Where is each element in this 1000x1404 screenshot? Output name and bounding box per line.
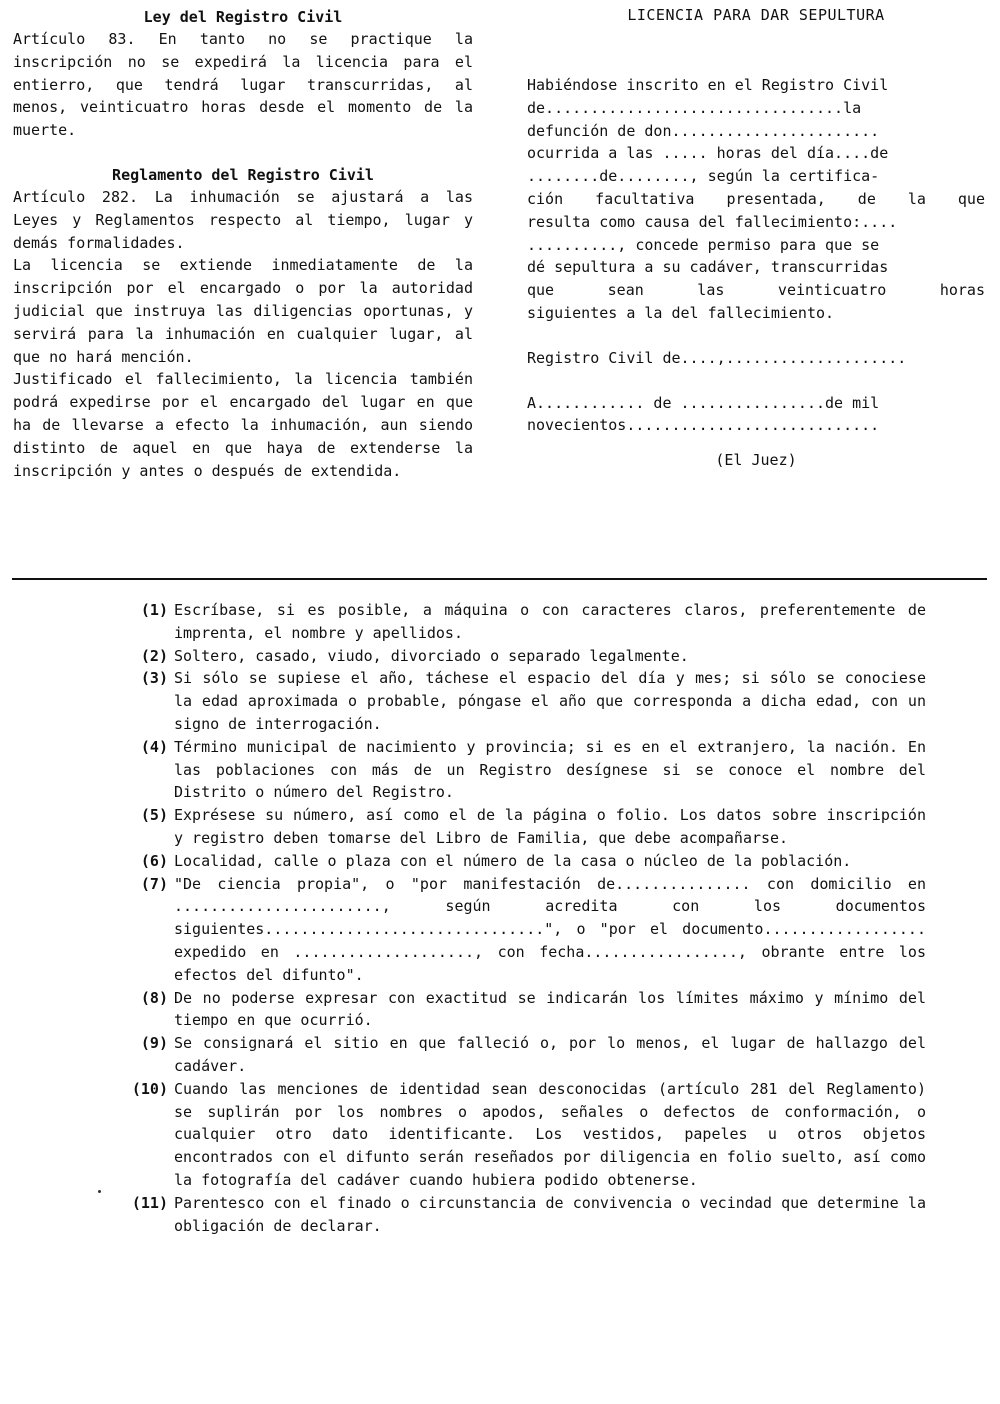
form-body-line: defunción de don....................... [527, 121, 880, 140]
footnote [118, 645, 926, 668]
footnote-text: Escríbase, si es posible, a máquina o con caracteres claros, preferentemente de imprenta, el nombre y apellidos. [174, 601, 926, 642]
form-body-line: de.................................la [527, 98, 862, 117]
footnote-text: De no poderse expresar con exactitud se indicarán los límites máximo y mínimo del tiempo en que ocurrió. [174, 988, 926, 1030]
footnote [118, 1078, 926, 1192]
burial-license-form [527, 4, 985, 472]
scan-speck [98, 1190, 101, 1193]
footnote-number: (3) [140, 669, 168, 688]
footnote-number: (7) [140, 874, 168, 893]
footnote-number: (9) [140, 1034, 168, 1053]
spacer [13, 142, 473, 164]
footnote [118, 804, 926, 850]
form-body-line: ción facultativa presentada, de la que [527, 189, 985, 208]
form-body-line: que sean las veinticuatro horas [527, 281, 985, 300]
footnote-number: (5) [140, 806, 168, 825]
form-body-line: ocurrida a las ..... horas del día....de [527, 144, 889, 163]
footnote-text: Soltero, casado, viudo, divorciado o separado legalmente. [174, 646, 689, 665]
footnote-text: Término municipal de nacimiento y provincia; si es en el extranjero, la nación. En las poblaciones con más de un Registro desígnese si se conoce el nombre del Distrito o número del Registro. [174, 737, 926, 802]
footnote-text: Parentesco con el finado o circunstancia de convivencia o vecindad que determine la obligación de declarar. [174, 1193, 926, 1235]
date-line: novecientos............................ [527, 416, 880, 435]
footnote [118, 736, 926, 804]
footnote [118, 1192, 926, 1238]
footnote-text: Cuando las menciones de identidad sean desconocidas (artículo 281 del Reglamento) se suplirán por los nombres o apodos, señales o defectos de conformación, o cualquier otro dato identificante. Los vestidos, papeles u otros objetos encontrados con el difunto serán reseñados por diligencia en folio suelto, así como la fotografía del cadáver cuando hubiera podido obtenerse. [174, 1079, 926, 1189]
form-body-line: ........de........, según la certifica- [527, 167, 880, 186]
footnote [118, 987, 926, 1033]
spacer [527, 26, 985, 74]
spacer [527, 325, 985, 347]
footnote-text: Si sólo se supiese el año, táchese el espacio del día y mes; si sólo se conociese la edad aproximada o probable, póngase el año que corresponda a dicha edad, con un signo de interrogación. [174, 669, 926, 733]
section-divider [12, 578, 987, 580]
regulation-paragraph-3: Justificado el fallecimiento, la licencia también podrá expedirse por el encargado del lugar en que ha de llevarse a efecto la inhumación, aun siendo distinto de aquel en que haya de extenderse la inscripción y antes o después de extendida. [13, 370, 473, 480]
footnote-number: (2) [140, 646, 168, 665]
spacer [527, 370, 985, 392]
registry-line: Registro Civil de....,.................... [527, 348, 907, 367]
form-body-line: siguientes a la del fallecimiento. [527, 303, 835, 322]
footnote-number: (11) [131, 1193, 168, 1212]
footnote-text: Exprésese su número, así como el de la página o folio. Los datos sobre inscripción y registro deben tomarse del Libro de Familia, que debe acompañarse. [174, 806, 926, 847]
regulation-paragraph-2: La licencia se extiende inmediatamente de la inscripción por el encargado o por la autoridad judicial que instruya las diligencias oportunas, y servirá para la inhumación en cualquier lugar, al que no hará mención. [13, 256, 473, 366]
footnote [118, 599, 926, 645]
form-title: LICENCIA PARA DAR SEPULTURA [627, 6, 885, 24]
law-article-83: Artículo 83. En tanto no se practique la inscripción no se expedirá la licencia para el entierro, que tendrá lugar transcurridas, al menos, veinticuatro horas desde el momento de la muerte. [13, 30, 473, 140]
regulation-article-282: Artículo 282. La inhumación se ajustará a las Leyes y Reglamentos respecto al tiempo, lugar y demás formalidades. [13, 187, 473, 252]
footnote [118, 667, 926, 735]
footnote [118, 873, 926, 987]
footnotes [118, 599, 926, 1237]
form-body-line: dé sepultura a su cadáver, transcurridas [527, 258, 889, 277]
date-line: A............ de ................de mil [527, 393, 880, 412]
form-body-line: Habiéndose inscrito en el Registro Civil [527, 76, 889, 94]
footnote-number: (1) [140, 601, 168, 619]
footnote-text: "De ciencia propia", o "por manifestación de............... con domicilio en ......................., según acredita con los documentos siguientes...............................", o "por el documento.................. expedido en ...................., con fecha................., obrante entre los efectos del difunto". [174, 874, 926, 984]
footnote-text: Se consignará el sitio en que falleció o, por lo menos, el lugar de hallazgo del cadáver. [174, 1034, 926, 1075]
footnote [118, 850, 926, 873]
form-body-line: .........., concede permiso para que se [527, 235, 880, 254]
footnote [118, 1032, 926, 1078]
form-body-line: resulta como causa del fallecimiento:.... [527, 212, 898, 231]
legal-references-column [13, 6, 473, 482]
footnote-text: Localidad, calle o plaza con el número de la casa o núcleo de la población. [174, 851, 852, 870]
regulation-title: Reglamento del Registro Civil [112, 165, 374, 184]
footnote-number: (8) [140, 988, 168, 1007]
footnote-number: (10) [131, 1079, 168, 1098]
footnote-number: (4) [140, 737, 168, 756]
footnote-number: (6) [140, 851, 168, 870]
law-title: Ley del Registro Civil [143, 8, 343, 26]
judge-signature-label: (El Juez) [715, 451, 797, 470]
